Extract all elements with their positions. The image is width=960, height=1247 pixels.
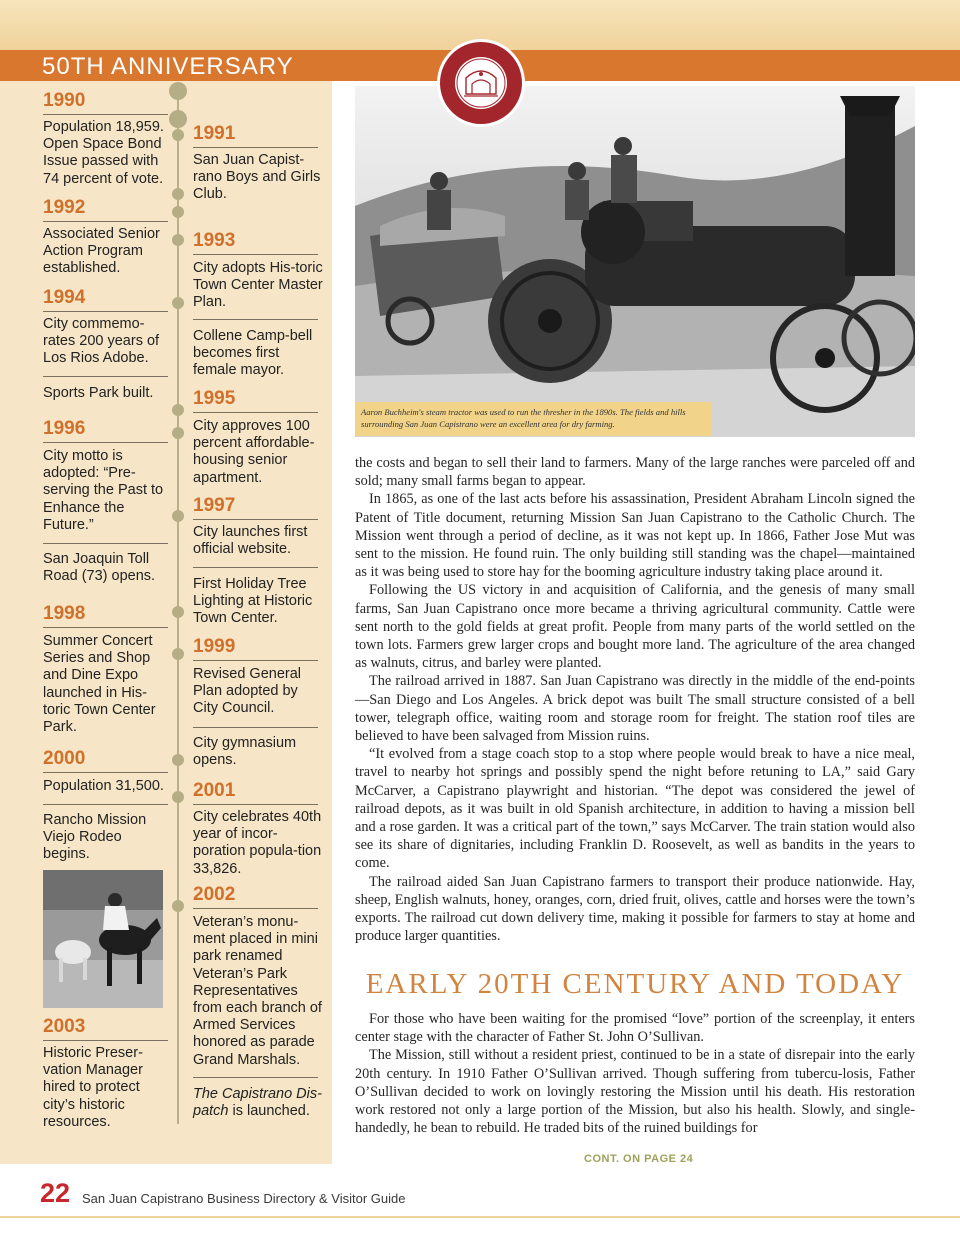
chamber-seal	[436, 38, 526, 128]
timeline-divider	[43, 442, 168, 443]
timeline-divider	[43, 221, 168, 222]
timeline-divider	[193, 567, 318, 568]
publication-name: The Capistrano Dis-patch	[193, 1086, 322, 1120]
timeline-entry: Historic Preser-vation Manager hired to protect city’s historic resources.	[43, 1045, 143, 1130]
article-body-continued	[355, 1010, 915, 1137]
timeline-entry: Summer Concert Series and Shop and Dine Expo launched in His-toric Town Center Park.	[43, 633, 156, 736]
footer-rule	[0, 1216, 960, 1218]
photo-caption: Aaron Buchheim's steam tractor was used to run the thresher in the 1890s. The fields and hills surrounding San Juan Capistrano were an excellent area for dry farming.	[355, 402, 712, 436]
timeline-entry: Collene Camp-bell becomes first female mayor.	[193, 328, 313, 379]
timeline-year: 1991	[193, 123, 236, 144]
timeline-year: 1994	[43, 287, 86, 308]
timeline-dot	[172, 129, 184, 141]
article-paragraph: For those who have been waiting for the promised “love” portion of the screenplay, it enters center stage with the character of Father St. John O’Sullivan.	[355, 1011, 915, 1046]
article-paragraph: “It evolved from a stage coach stop to a stop where people would break to have a nice meal, travel to nearby hot springs and possibly spend the night before retuning to LA,” said Gary McCarver, a Capistrano playwright and historian. “The depot was considered the jewel of railroad depots, as it was built in old Spanish architecture, in addition to having a mission bell and a rose garden. It was a critical part of the town,” says McCarver. The train station would also see its share of dignitaries, including Franklin D. Roosevelt, as well as bandits in the years to come.	[355, 746, 915, 872]
timeline-year: 1997	[193, 495, 236, 516]
timeline-dot	[172, 427, 184, 439]
timeline-entry-text: is launched.	[228, 1103, 310, 1120]
timeline-divider	[43, 311, 168, 312]
timeline-divider	[193, 804, 318, 805]
timeline-divider	[193, 319, 318, 320]
timeline-year: 2002	[193, 884, 236, 905]
article-body	[355, 454, 915, 945]
timeline-dot	[169, 110, 187, 128]
timeline-entry: City launches first official website.	[193, 524, 308, 558]
article-paragraph: The railroad aided San Juan Capistrano farmers to transport their produce nationwide. Hay, sheep, English walnuts, honey, oranges, corn, dried fruit, olives, cattle and horses were the town’s exports. The railroad cut down delivery time, making it possible for farmers to stay at home and produce larger quantities.	[355, 873, 915, 945]
timeline-entry: Sports Park built.	[43, 385, 154, 401]
article-paragraph: In 1865, as one of the last acts before his assassination, President Abraham Lincoln signed the Patent of Title document, returning Mission San Juan Capistrano to the Catholic Church. The Mission went through a period of decline, as it was not kept up. In 1866, Father Jose Mut was sent to the mission. He found ruin. The only building still standing was the chapel—maintained as it was being used to store hay for the booming agriculture industry taking place around it.	[355, 491, 915, 581]
section-heading: EARLY 20TH CENTURY AND TODAY	[365, 968, 905, 1000]
timeline-dot	[172, 791, 184, 803]
timeline-divider	[193, 1077, 318, 1078]
timeline-entry: Veteran’s monu-ment placed in mini park renamed Veteran’s Park Representatives from each branch of Armed Services honored as parade Grand Marshals.	[193, 914, 322, 1068]
timeline-entry: San Juan Capist-rano Boys and Girls Club.	[193, 152, 321, 203]
article-paragraph: The Mission, still without a resident priest, continued to be in a state of disrepair into the early 20th century. In 1910 Father O’Sullivan arrived. Though suffering from tubercu-losis, Father O’Sullivan decided to work on lovingly restoring the Mission until his death. His restoration work restored not only a large portion of the Mission, but also his health. Slowly, and single-handedly, he bean to rebuild. He traded bits of the ruined buildings for	[355, 1047, 915, 1137]
timeline-year: 1993	[193, 230, 236, 251]
timeline-divider	[43, 376, 168, 377]
timeline-dot	[172, 510, 184, 522]
timeline-entry: City celebrates 40th year of incor-poration popula-tion 33,826.	[193, 809, 322, 877]
timeline-entry: City adopts His-toric Town Center Master Plan.	[193, 260, 323, 311]
timeline-divider	[193, 412, 318, 413]
steam-tractor-photo	[355, 86, 915, 437]
timeline-divider	[43, 627, 168, 628]
timeline-entry: Population 31,500.	[43, 778, 164, 794]
page-number: 22	[40, 1178, 71, 1208]
timeline-entry: City gymnasium opens.	[193, 735, 297, 769]
timeline-divider	[193, 147, 318, 148]
timeline-dot	[172, 297, 184, 309]
timeline-dot	[169, 82, 187, 100]
timeline-divider	[43, 804, 168, 805]
timeline-divider	[43, 772, 168, 773]
timeline-divider	[193, 519, 318, 520]
timeline-dot	[172, 404, 184, 416]
timeline-dot	[172, 606, 184, 618]
timeline-divider	[43, 543, 168, 544]
timeline-year: 1995	[193, 388, 236, 409]
timeline-year: 1996	[43, 418, 86, 439]
timeline-year: 1998	[43, 603, 86, 624]
timeline-dot	[172, 234, 184, 246]
section-title: 50TH ANNIVERSARY	[42, 53, 294, 80]
timeline-dot	[172, 188, 184, 200]
article-paragraph: The railroad arrived in 1887. San Juan Capistrano was directly in the middle of the end-points—San Diego and Los Angeles. A brick depot was built The small structure consisted of a bell tower, telegraph office, waiting room and storage room for freight. The station roof tiles are believed to have been salvaged from Mission ruins.	[355, 673, 915, 745]
timeline-year: 2000	[43, 748, 86, 769]
timeline-dot	[172, 754, 184, 766]
publication-title: San Juan Capistrano Business Directory & Visitor Guide	[82, 1191, 406, 1206]
timeline-entry: City commemo-rates 200 years of Los Rios Adobe.	[43, 316, 160, 367]
timeline-divider	[193, 727, 318, 728]
timeline-year: 2003	[43, 1016, 86, 1037]
continued-label: CONT. ON PAGE 24	[584, 1153, 694, 1165]
timeline-year: 1990	[43, 90, 86, 111]
timeline-dot	[172, 900, 184, 912]
timeline-divider	[193, 660, 318, 661]
rodeo-photo	[43, 870, 163, 1008]
timeline-dot	[172, 206, 184, 218]
timeline-entry: Rancho Mission Viejo Rodeo begins.	[43, 812, 147, 863]
timeline-year: 2001	[193, 780, 236, 801]
timeline-divider	[193, 908, 318, 909]
timeline-entry: Associated Senior Action Program established.	[43, 226, 160, 277]
article-paragraph: Following the US victory in and acquisition of California, and the genesis of many small farms, San Juan Capistrano once more became a thriving agricultural community. Cattle were sent north to the gold fields at great profit. People from many parts of the world settled on the town lots. Farmers grew larger crops and bought more land. The agriculture of the area changed as walnuts, citrus, and barley were planted.	[355, 582, 915, 672]
timeline-entry: City motto is adopted: “Pre-serving the Past to Enhance the Future.”	[43, 448, 164, 533]
timeline-entry: City approves 100 percent affordable-housing senior apartment.	[193, 418, 315, 486]
timeline-year: 1999	[193, 636, 236, 657]
timeline-entry: Population 18,959. Open Space Bond Issue passed with 74 percent of vote.	[43, 119, 164, 187]
timeline-entry: First Holiday Tree Lighting at Historic Town Center.	[193, 576, 313, 627]
timeline-entry	[193, 1086, 323, 1120]
timeline-year: 1992	[43, 197, 86, 218]
timeline-divider	[43, 114, 168, 115]
timeline-divider	[193, 254, 318, 255]
timeline-dot	[172, 648, 184, 660]
article-paragraph: the costs and began to sell their land to farmers. Many of the large ranches were parceled off and sold; many small farms began to appear.	[355, 455, 915, 490]
timeline-entry: Revised General Plan adopted by City Council.	[193, 666, 301, 717]
timeline-divider	[43, 1040, 168, 1041]
timeline-entry: San Joaquin Toll Road (73) opens.	[43, 551, 156, 585]
